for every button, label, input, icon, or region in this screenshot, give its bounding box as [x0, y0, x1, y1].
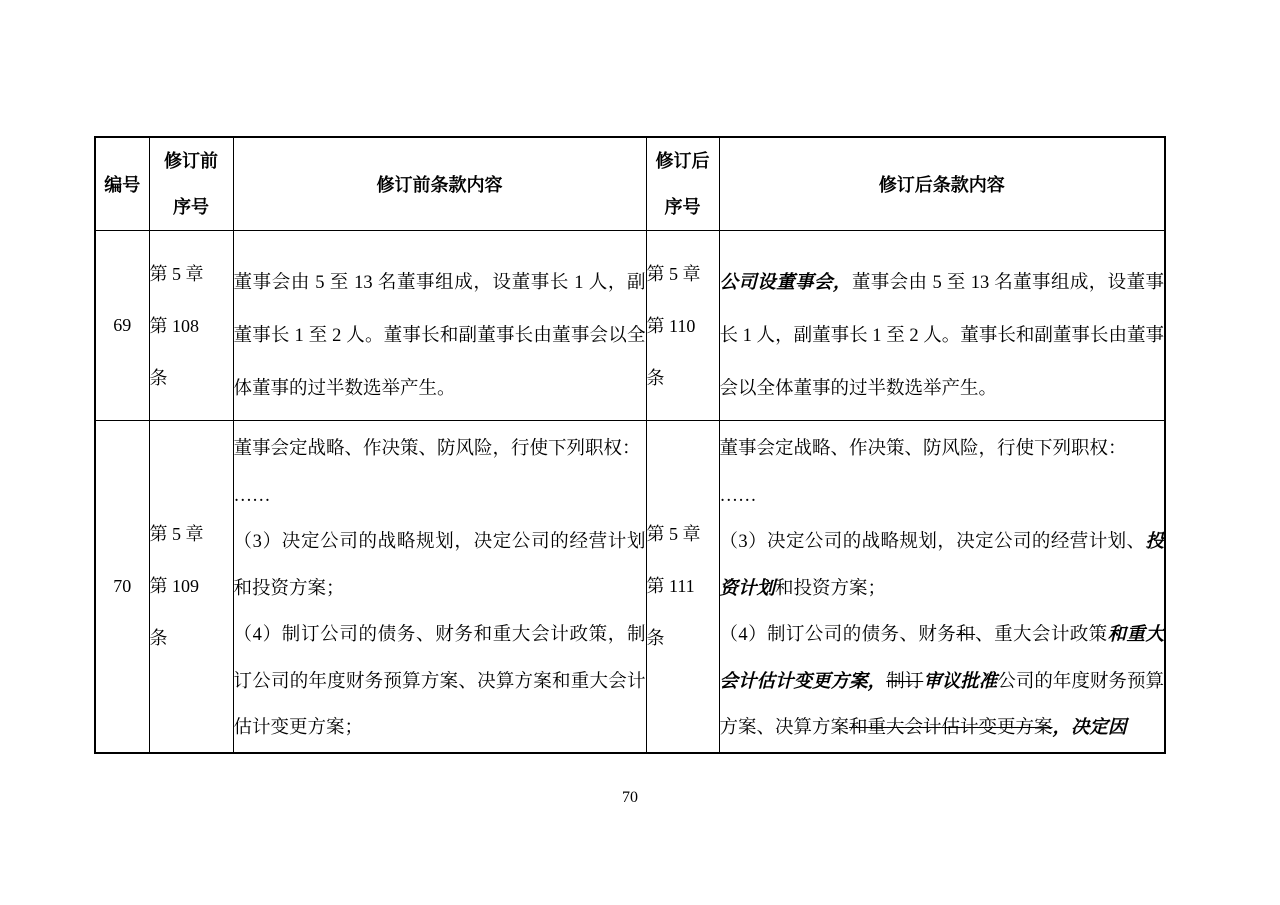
post-no-cell — [646, 421, 719, 753]
text-run: 董事会由 5 至 13 名董事组成，设董事长 1 人，副董事长 1 至 2 人。董事长和副董事长由董事会以全体董事的过半数选举产生。 — [719, 273, 1164, 399]
text-line: 条 — [646, 628, 665, 649]
text-run: …… — [233, 485, 271, 506]
header-pre-content: 修订前条款内容 — [233, 137, 646, 231]
text-run: 制订 — [886, 671, 924, 692]
text-run: （3）决定公司的战略规划，决定公司的经营计划、 — [719, 532, 1146, 552]
text-run: 董事会由 5 至 13 名董事组成，设董事长 1 人，副董事长 1 至 2 人。董事长和副董事长由董事会以全体董事的过半数选举产生。 — [233, 273, 646, 399]
pre-no-cell — [149, 421, 233, 753]
text-line: 序号 — [664, 197, 701, 217]
row-id-cell: 70 — [95, 421, 149, 753]
text-run: 和 — [956, 625, 976, 645]
paragraph — [720, 257, 1165, 416]
text-run: 和重大会计估计变更方案， — [719, 625, 1164, 692]
paragraph — [720, 612, 1165, 752]
text-run: …… — [719, 485, 757, 506]
post-content-cell — [719, 421, 1165, 753]
revision-comparison-table — [94, 136, 1166, 754]
text-line: 修订后 — [655, 151, 710, 171]
paragraph — [720, 473, 1165, 520]
table-row — [95, 421, 1165, 753]
text-run: 董事会定战略、作决策、防风险，行使下列职权： — [233, 439, 641, 459]
text-line: 条 — [149, 367, 168, 388]
text-line: 条 — [646, 367, 665, 388]
paragraph — [234, 519, 646, 612]
header-post-content: 修订后条款内容 — [719, 137, 1165, 231]
text-run: 审议批准 — [923, 671, 998, 692]
text-line: 第 110 — [646, 315, 696, 336]
page-number: 70 — [622, 789, 638, 806]
post-content-cell — [719, 231, 1165, 421]
text-run: ，决定因 — [1052, 718, 1127, 738]
text-run: 和重大会计估计变更方案 — [849, 718, 1053, 738]
post-no-cell — [646, 231, 719, 421]
text-line: 第 5 章 — [646, 263, 701, 284]
text-run: 、重大会计政策 — [975, 625, 1108, 645]
text-run: （4）制订公司的债务、财务和重大会计政策，制订公司的年度财务预算方案、决算方案和重大会计估计变更方案； — [233, 625, 646, 738]
pre-content-cell — [233, 231, 646, 421]
text-run: （3）决定公司的战略规划，决定公司的经营计划和投资方案； — [233, 532, 646, 599]
paragraph — [234, 426, 646, 473]
row-id-cell: 69 — [95, 231, 149, 421]
text-run: 公司设董事会， — [719, 273, 852, 293]
text-run: 和投资方案； — [775, 578, 887, 599]
header-post-no — [646, 137, 719, 231]
paragraph — [720, 426, 1165, 473]
paragraph — [234, 473, 646, 520]
table-header-row — [95, 137, 1165, 231]
text-line: 序号 — [173, 197, 209, 217]
paragraph — [234, 612, 646, 752]
text-line: 第 108 — [149, 315, 199, 336]
text-line: 修订前 — [164, 151, 218, 171]
text-line: 第 5 章 — [149, 263, 204, 284]
text-run: 董事会定战略、作决策、防风险，行使下列职权： — [719, 439, 1127, 459]
pre-content-cell — [233, 421, 646, 753]
text-run: （4）制订公司的债务、财务 — [719, 625, 957, 645]
paragraph — [720, 519, 1165, 612]
header-id: 编号 — [95, 137, 149, 231]
text-line: 第 5 章 — [646, 524, 701, 545]
text-line: 第 109 — [149, 576, 199, 597]
text-line: 第 111 — [646, 576, 695, 597]
text-line: 第 5 章 — [149, 524, 204, 545]
text-run: 公司的年度财务预算方案、决算方案 — [719, 671, 1164, 738]
paragraph — [234, 257, 646, 416]
table-row — [95, 231, 1165, 421]
pre-no-cell — [149, 231, 233, 421]
text-run: 投资计划 — [719, 532, 1164, 599]
header-pre-no — [149, 137, 233, 231]
text-line: 条 — [149, 628, 168, 649]
